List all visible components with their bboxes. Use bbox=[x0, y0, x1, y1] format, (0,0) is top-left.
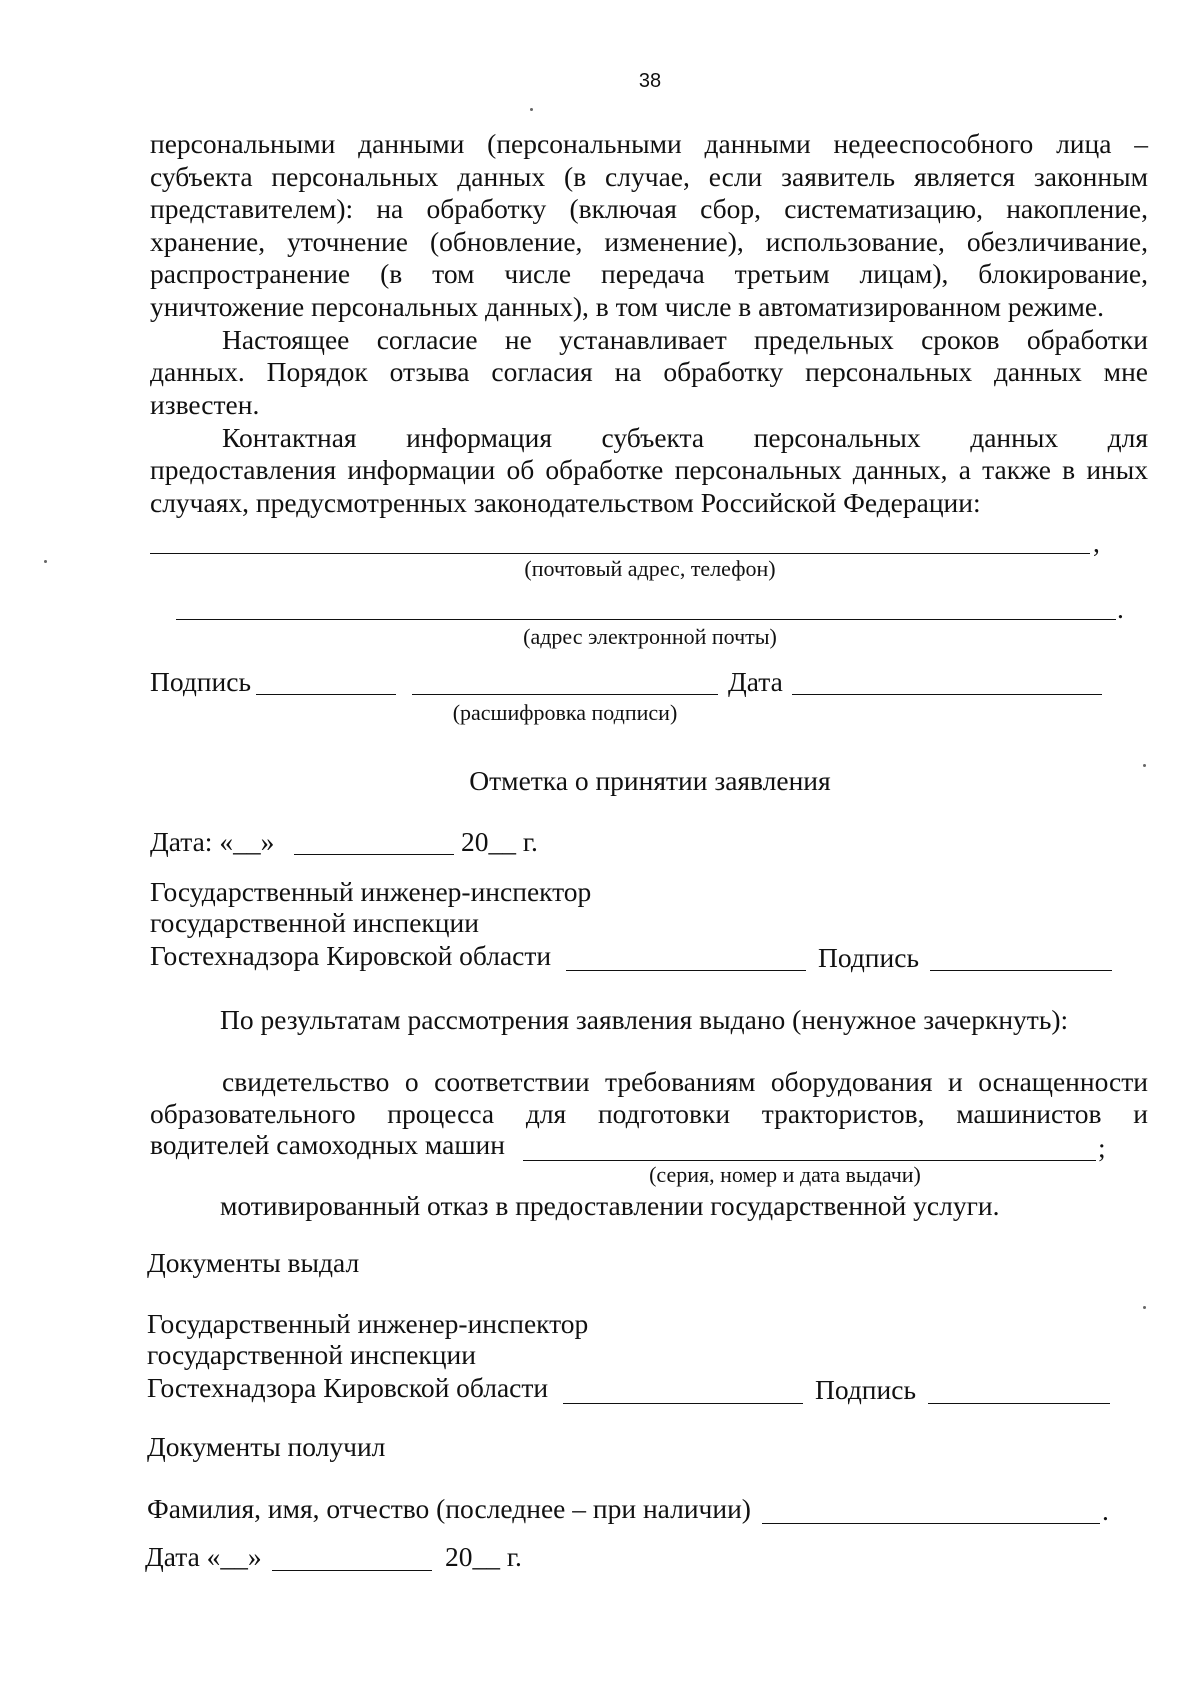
received-date-month-field[interactable] bbox=[272, 1570, 432, 1571]
signature-field[interactable] bbox=[256, 694, 396, 695]
certificate-line: свидетельство о соответствии требованиям оборудования и оснащенности bbox=[222, 1066, 1148, 1097]
contact-paragraph-line: Контактная информация субъекта персональных данных для bbox=[222, 422, 1148, 453]
issued-label: Документы выдал bbox=[147, 1247, 360, 1278]
consent-paragraph-line: субъекта персональных данных (в случае, если заявитель является законным bbox=[150, 161, 1148, 192]
fio-label: Фамилия, имя, отчество (последнее – при наличии) bbox=[147, 1493, 751, 1524]
certificate-number-field[interactable] bbox=[523, 1160, 1096, 1161]
signature-decode-field[interactable] bbox=[412, 694, 718, 695]
received-date-year: 20__ г. bbox=[445, 1541, 522, 1572]
certificate-caption: (серия, номер и дата выдачи) bbox=[649, 1162, 921, 1187]
date-label: Дата bbox=[728, 666, 783, 697]
acceptance-inspector-name-field[interactable] bbox=[566, 970, 806, 971]
acceptance-inspector-line: государственной инспекции bbox=[150, 907, 479, 938]
signature-decode-caption: (расшифровка подписи) bbox=[452, 700, 678, 725]
postal-address-comma: , bbox=[1093, 527, 1100, 558]
acceptance-date-month-field[interactable] bbox=[294, 854, 454, 855]
email-period: . bbox=[1117, 593, 1124, 624]
fio-period: . bbox=[1102, 1495, 1109, 1526]
issued-signature-field[interactable] bbox=[928, 1403, 1110, 1404]
term-paragraph-line: Настоящее согласие не устанавливает предельных сроков обработки bbox=[222, 324, 1148, 355]
certificate-line: образовательного процесса для подготовки трактористов, машинистов и bbox=[150, 1098, 1148, 1129]
date-field[interactable] bbox=[792, 694, 1102, 695]
acceptance-signature-field[interactable] bbox=[930, 970, 1112, 971]
contact-paragraph-line: случаях, предусмотренных законодательством Российской Федерации: bbox=[150, 487, 981, 518]
issued-inspector-name-field[interactable] bbox=[563, 1403, 803, 1404]
postal-address-field[interactable] bbox=[150, 553, 1090, 554]
acceptance-date-prefix: Дата: «__» bbox=[150, 826, 275, 857]
issued-inspector-line: государственной инспекции bbox=[147, 1339, 476, 1370]
consent-paragraph-line: уничтожение персональных данных), в том числе в автоматизированном режиме. bbox=[150, 291, 1105, 322]
signature-label: Подпись bbox=[150, 666, 251, 697]
acceptance-signature-label: Подпись bbox=[818, 942, 919, 973]
certificate-semicolon: ; bbox=[1098, 1132, 1106, 1163]
consent-paragraph-line: персональными данными (персональными данными недееспособного лица – bbox=[150, 128, 1148, 159]
fio-field[interactable] bbox=[762, 1523, 1100, 1524]
acceptance-title: Отметка о принятии заявления bbox=[469, 765, 831, 796]
scan-speck bbox=[530, 108, 533, 111]
certificate-line: водителей самоходных машин bbox=[150, 1129, 505, 1160]
acceptance-inspector-line: Государственный инженер-инспектор bbox=[150, 876, 592, 907]
email-field[interactable] bbox=[176, 619, 1116, 620]
received-label: Документы получил bbox=[147, 1431, 386, 1462]
acceptance-inspector-line: Гостехнадзора Кировской области bbox=[150, 940, 552, 971]
received-date-prefix: Дата «__» bbox=[145, 1541, 262, 1572]
refusal-line: мотивированный отказ в предоставлении государственной услуги. bbox=[220, 1190, 1000, 1221]
term-paragraph-line: известен. bbox=[150, 389, 260, 420]
contact-paragraph-line: предоставления информации об обработке персональных данных, а также в иных bbox=[150, 454, 1148, 485]
page-number: 38 bbox=[638, 70, 662, 92]
issued-inspector-line: Гостехнадзора Кировской области bbox=[147, 1372, 549, 1403]
acceptance-date-year: 20__ г. bbox=[461, 826, 538, 857]
postal-address-caption: (почтовый адрес, телефон) bbox=[524, 556, 776, 581]
consent-paragraph-line: хранение, уточнение (обновление, изменение), использование, обезличивание, bbox=[150, 226, 1148, 257]
email-caption: (адрес электронной почты) bbox=[523, 624, 777, 649]
term-paragraph-line: данных. Порядок отзыва согласия на обработку персональных данных мне bbox=[150, 356, 1148, 387]
scan-speck bbox=[44, 560, 47, 563]
issued-signature-label: Подпись bbox=[815, 1374, 916, 1405]
results-intro: По результатам рассмотрения заявления выдано (ненужное зачеркнуть): bbox=[220, 1004, 1069, 1035]
consent-paragraph-line: представителем): на обработку (включая сбор, систематизацию, накопление, bbox=[150, 193, 1148, 224]
issued-inspector-line: Государственный инженер-инспектор bbox=[147, 1308, 589, 1339]
scan-speck bbox=[1143, 1306, 1146, 1309]
consent-paragraph-line: распространение (в том числе передача третьим лицам), блокирование, bbox=[150, 258, 1148, 289]
